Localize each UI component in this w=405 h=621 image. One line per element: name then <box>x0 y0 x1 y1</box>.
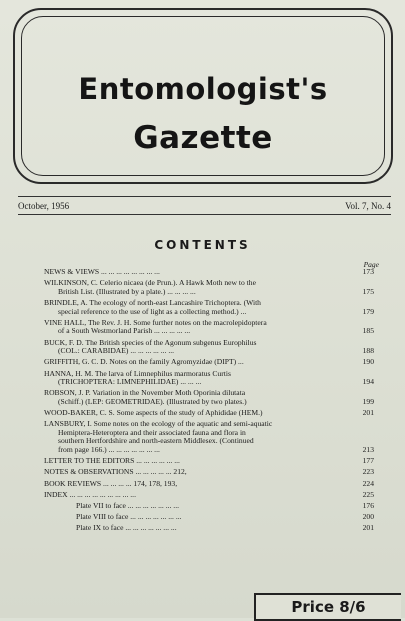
entry-text-line: NOTES & OBSERVATIONS ... ... ... ... ... 212, <box>44 467 187 477</box>
contents-entry <box>44 468 374 477</box>
entry-text-line: WILKINSON, C. Celerio nicaea (de Prun.). A Hawk Moth new to the <box>44 278 256 288</box>
entry-page-number: 175 <box>362 286 374 296</box>
entry-page-number: 194 <box>362 377 374 387</box>
contents-entry <box>44 457 374 466</box>
journal-title-line2: Gazette <box>133 120 273 156</box>
entry-text-line: southern Hertfordshire and north-eastern Middlesex. (Continued <box>58 436 254 446</box>
entry-text-line: Plate VII to face ... ... ... ... ... ... ... <box>76 500 179 510</box>
entry-text-line: Plate VIII to face ... ... ... ... ... ... ... <box>76 512 182 522</box>
entry-text-line: HANNA, H. M. The larva of Limnephilus marmoratus Curtis <box>44 368 231 378</box>
contents-entry <box>44 480 374 489</box>
table-of-contents <box>44 268 374 536</box>
contents-entry <box>44 358 374 367</box>
entry-text-line: BRINDLE, A. The ecology of north-east Lancashire Trichoptera. (With <box>44 297 261 307</box>
entry-text-line: (Schiff.) (LEP: GEOMETRIDAE). (Illustrated by two plates.) <box>58 396 247 406</box>
bottom-rule <box>18 214 391 215</box>
issue-date: October, 1956 <box>18 201 70 211</box>
entry-text-line: BUCK, F. D. The British species of the Agonum subgenus Europhilus <box>44 337 257 347</box>
entry-text-line: WOOD-BAKER, C. S. Some aspects of the study of Aphididae (HEM.) <box>44 408 263 418</box>
entry-page-number: 213 <box>362 445 374 455</box>
entry-page-number: 188 <box>362 346 374 356</box>
contents-entry <box>44 339 374 356</box>
entry-text-line: GRIFFITH, G. C. D. Notes on the family Agromyzidae (DIPT) ... <box>44 357 244 367</box>
entry-page-number: 223 <box>362 467 374 477</box>
entry-page-number: 200 <box>362 512 374 522</box>
entry-page-number: 199 <box>362 396 374 406</box>
masthead-frame <box>13 8 393 184</box>
contents-entry <box>44 420 374 454</box>
entry-text-line: LETTER TO THE EDITORS ... ... ... ... ... ... <box>44 456 180 466</box>
contents-entry <box>44 513 374 522</box>
contents-entry <box>44 279 374 296</box>
price-label: Price 8/6 <box>254 593 401 621</box>
entry-text-line: Plate IX to face ... ... ... ... ... ... ... <box>76 523 177 533</box>
entry-page-number: 225 <box>362 489 374 499</box>
contents-entry <box>44 524 374 533</box>
journal-title-line1: Entomologist's <box>78 72 328 106</box>
entry-page-number: 173 <box>362 267 374 276</box>
entry-text-line: (TRICHOPTERA: LIMNEPHILIDAE) ... ... ... <box>58 377 202 387</box>
entry-page-number: 176 <box>362 500 374 510</box>
entry-text-line: INDEX ... ... ... ... ... ... ... ... ... <box>44 489 136 499</box>
entry-text-line: ROBSON, J. P. Variation in the November Moth Oporinia dilutata <box>44 388 246 398</box>
entry-text-line: special reference to the use of light as a collecting method.) ... <box>58 306 247 316</box>
entry-text-line: British List. (Illustrated by a plate.) ... ... ... ... <box>58 286 196 296</box>
contents-entry <box>44 389 374 406</box>
page-column-heading: Page <box>363 260 379 269</box>
entry-text-line: Hemiptera-Heteroptera and their associated fauna and flora in <box>58 427 246 437</box>
entry-page-number: 190 <box>362 357 374 367</box>
contents-heading: CONTENTS <box>154 238 251 252</box>
contents-entry <box>44 502 374 511</box>
entry-text-line: VINE HALL, The Rev. J. H. Some further notes on the macrolepidoptera <box>44 317 267 327</box>
entry-page-number: 185 <box>362 326 374 336</box>
entry-page-number: 201 <box>362 408 374 418</box>
contents-entry <box>44 319 374 336</box>
contents-entry <box>44 409 374 418</box>
entry-page-number: 224 <box>362 478 374 488</box>
contents-entry <box>44 370 374 387</box>
contents-entry <box>44 491 374 500</box>
entry-text-line: LANSBURY, I. Some notes on the ecology of the aquatic and semi-aquatic <box>44 419 273 429</box>
entry-text-line: BOOK REVIEWS ... ... ... ... 174, 178, 193, <box>44 478 178 488</box>
top-rule <box>18 196 391 197</box>
entry-text-line: from page 166.) ... ... ... ... ... ... ... <box>58 445 160 455</box>
entry-page-number: 201 <box>362 523 374 533</box>
entry-page-number: 179 <box>362 306 374 316</box>
issue-info <box>18 201 391 211</box>
contents-entry <box>44 268 374 277</box>
entry-text-line: of a South Westmorland Parish ... ... ... ... ... <box>58 326 191 336</box>
entry-text-line: NEWS & VIEWS ... ... ... ... ... ... ... ... <box>44 267 160 276</box>
issue-volume: Vol. 7, No. 4 <box>345 201 391 211</box>
entry-page-number: 177 <box>362 456 374 466</box>
entry-text-line: (COL.: CARABIDAE) ... ... ... ... ... ... <box>58 346 175 356</box>
contents-entry <box>44 299 374 316</box>
